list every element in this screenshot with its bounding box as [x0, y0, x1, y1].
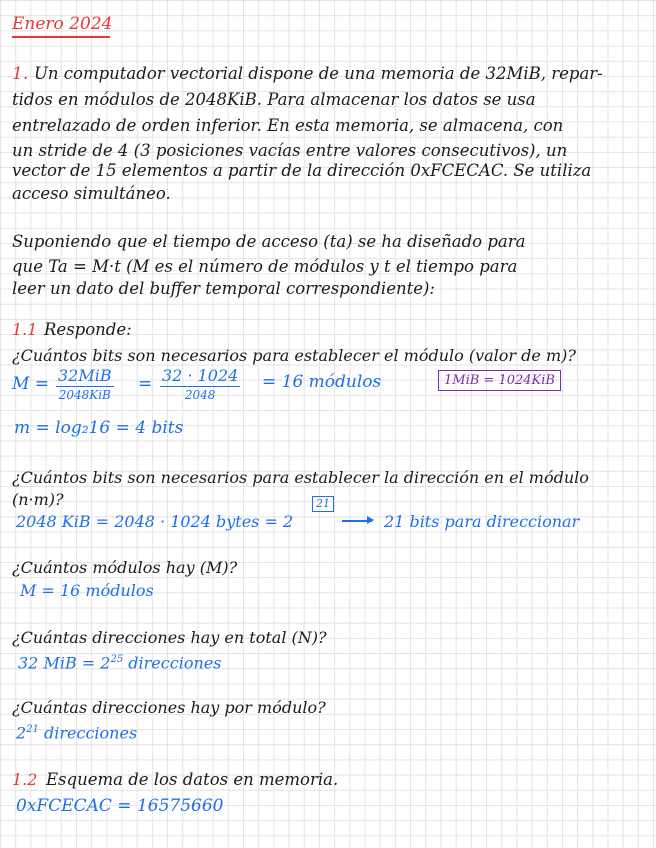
question-text: ¿Cuántos bits son necesarios para establecer el módulo (valor de m)?	[12, 346, 576, 365]
fraction	[56, 366, 114, 402]
date-underline	[12, 36, 110, 38]
calc-lhs: M =	[12, 374, 50, 394]
fraction-numerator: 32 · 1024	[162, 366, 239, 385]
section-title: Responde:	[44, 320, 132, 339]
conversion-note-box	[438, 370, 561, 391]
section-title: Esquema de los datos en memoria.	[46, 770, 339, 789]
problem-line: entrelazado de orden inferior. En esta memoria, se almacena, con	[12, 116, 564, 135]
section-number: 1.1	[12, 320, 38, 339]
problem-line: vector de 15 elementos a partir de la dirección 0xFCECAC. Se utiliza	[12, 161, 592, 180]
answer-text: M = 16 módulos	[20, 581, 154, 600]
question-text: ¿Cuántas direcciones hay en total (N)?	[12, 628, 327, 647]
exponent: 21	[316, 497, 330, 510]
arrow-right-icon	[342, 520, 372, 522]
answer-tail: direcciones	[128, 653, 222, 673]
m-value-line: m = log₂16 = 4 bits	[14, 418, 184, 438]
fraction-denominator: 2048KiB	[58, 388, 111, 402]
answer-exponent: 21	[26, 724, 39, 735]
conversion-note: 1MiB = 1024KiB	[444, 373, 555, 388]
question-text: ¿Cuántas direcciones hay por módulo?	[12, 698, 326, 717]
answer-text	[18, 655, 221, 671]
assumption-line: Suponiendo que el tiempo de acceso (ta) se ha diseñado para	[12, 232, 526, 251]
problem-line: Un computador vectorial dispone de una memoria de 32MiB, repar-	[34, 64, 603, 83]
assumption-line: que Ta = M·t (M es el número de módulos y t el tiempo para	[12, 257, 518, 276]
question-text: ¿Cuántos módulos hay (M)?	[12, 558, 238, 577]
answer-exponent: 25	[110, 654, 124, 665]
question-text-cont: (n·m)?	[12, 490, 64, 509]
answer-tail: direcciones	[44, 723, 138, 743]
fraction	[160, 366, 240, 402]
problem-line: acceso simultáneo.	[12, 184, 171, 203]
fraction-denominator: 2048	[184, 388, 216, 402]
address-conversion: 0xFCECAC = 16575660	[16, 796, 224, 816]
problem-number: 1.	[12, 64, 29, 84]
answer-text	[16, 725, 137, 741]
problem-line: un stride de 4 (3 posiciones vacías entre valores consecutivos), un	[12, 141, 568, 160]
calc-line: 2048 KiB = 2048 · 1024 bytes = 2	[16, 512, 294, 531]
answer-base: 32 MiB = 2	[18, 653, 111, 673]
question-text: ¿Cuántos bits son necesarios para establecer la dirección en el módulo	[12, 468, 589, 487]
date-heading: Enero 2024	[12, 14, 113, 34]
fraction-numerator: 32MiB	[58, 366, 112, 385]
calc-result: 21 bits para direccionar	[384, 512, 580, 531]
calc-result: = 16 módulos	[262, 372, 382, 392]
equals-sign: =	[138, 374, 153, 394]
assumption-line: leer un dato del buffer temporal correspondiente):	[12, 279, 435, 298]
section-number: 1.2	[12, 770, 38, 789]
answer-base: 2	[16, 723, 27, 743]
problem-line: tidos en módulos de 2048KiB. Para almacenar los datos se usa	[12, 90, 536, 109]
